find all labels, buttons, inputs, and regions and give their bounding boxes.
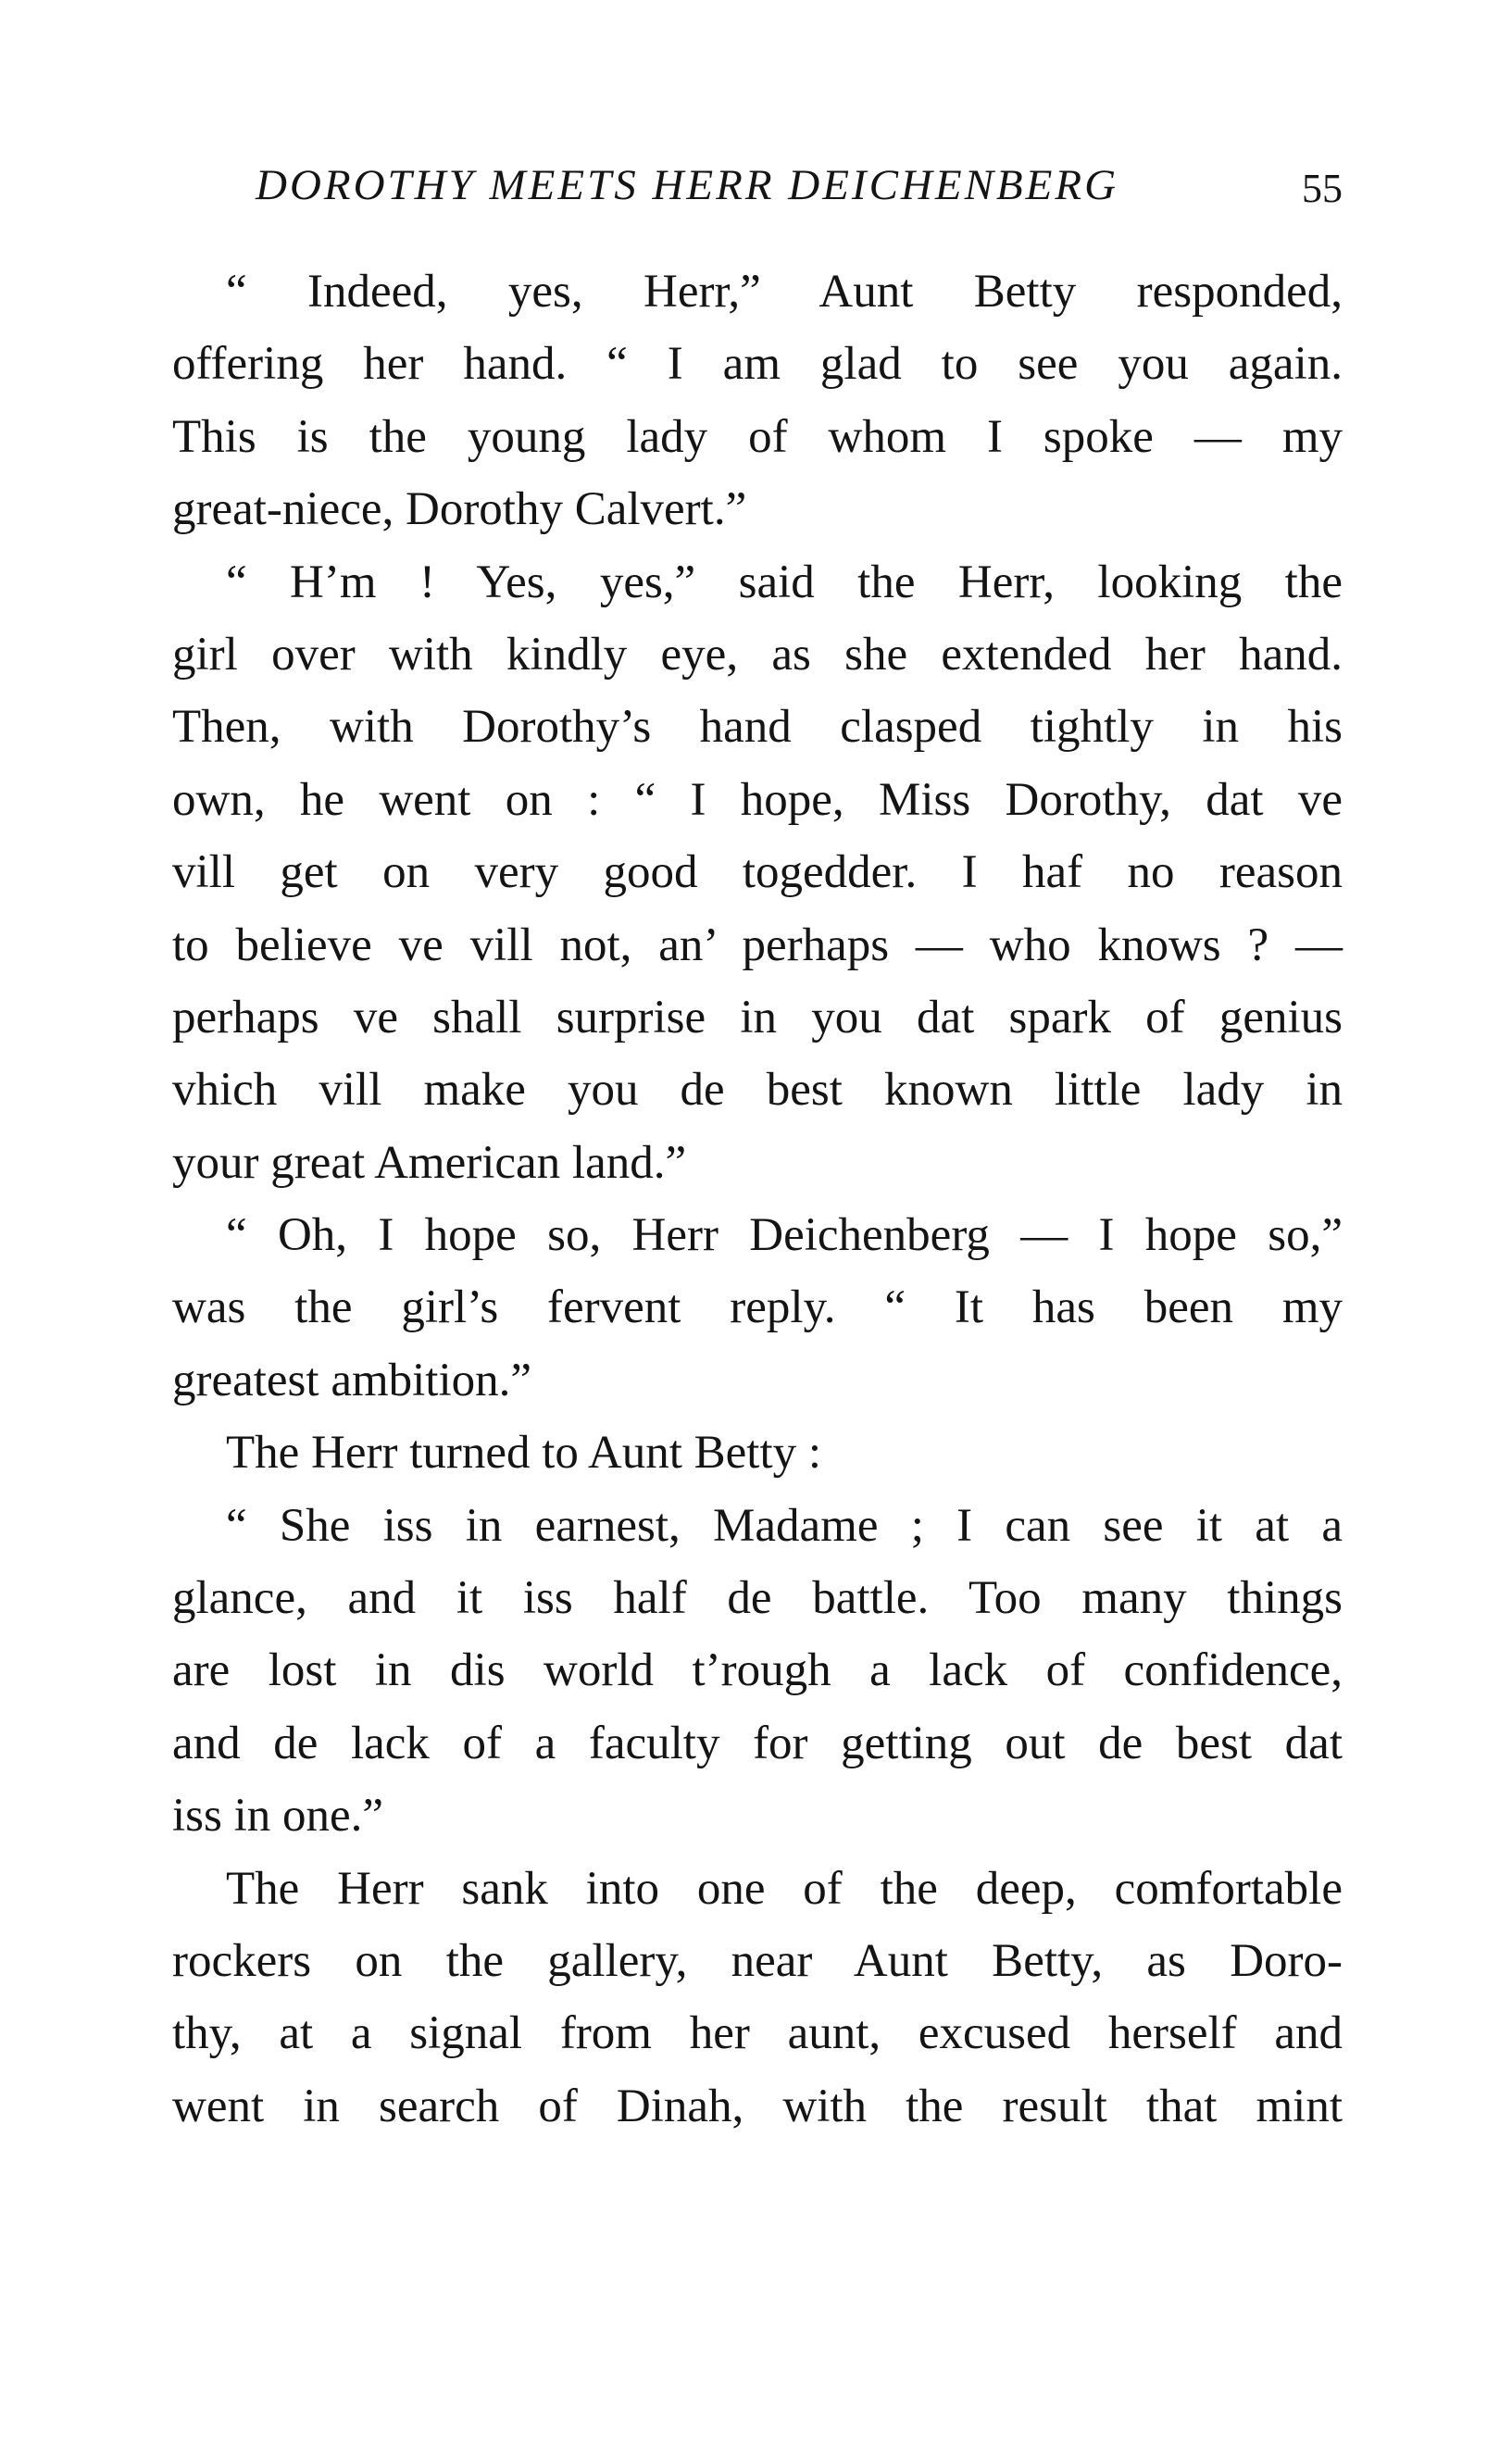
text-line: “ H’m ! Yes, yes,” said the Herr, looking the bbox=[226, 556, 1343, 608]
text-line: This is the young lady of whom I spoke — my bbox=[172, 410, 1343, 463]
running-title: DOROTHY MEETS HERR DEICHENBERG bbox=[256, 161, 1119, 209]
text-line: iss in one.” bbox=[172, 1790, 384, 1843]
text-line: are lost in dis world t’rough a lack of confidence, bbox=[172, 1644, 1343, 1697]
text-line: thy, at a signal from her aunt, excused herself and bbox=[172, 2007, 1343, 2060]
text-line: went in search of Dinah, with the result that mint bbox=[172, 2080, 1343, 2132]
running-head bbox=[172, 157, 1343, 213]
text-line: and de lack of a faculty for getting out de best dat bbox=[172, 1717, 1343, 1769]
text-line: perhaps ve shall surprise in you dat spark of genius bbox=[172, 991, 1343, 1043]
text-line: The Herr turned to Aunt Betty : bbox=[226, 1427, 822, 1480]
text-line: The Herr sank into one of the deep, comfortable bbox=[226, 1862, 1343, 1915]
text-line: greatest ambition.” bbox=[172, 1354, 532, 1406]
text-line: vill get on very good togedder. I haf no reason bbox=[172, 846, 1343, 899]
text-line: “ She iss in earnest, Madame ; I can see it at a bbox=[226, 1499, 1343, 1552]
text-line: to believe ve vill not, an’ perhaps — who knows ? — bbox=[172, 918, 1343, 971]
text-line: “ Indeed, yes, Herr,” Aunt Betty responded, bbox=[226, 266, 1343, 318]
text-line: girl over with kindly eye, as she extended her hand. bbox=[172, 628, 1343, 681]
text-line: your great American land.” bbox=[172, 1136, 687, 1189]
text-line: “ Oh, I hope so, Herr Deichenberg — I hope so,” bbox=[226, 1209, 1343, 1262]
text-line: great-niece, Dorothy Calvert.” bbox=[172, 483, 747, 536]
body-text bbox=[172, 256, 1343, 2143]
text-line: own, he went on : “ I hope, Miss Dorothy, dat ve bbox=[172, 773, 1343, 826]
text-line: vhich vill make you de best known little lady in bbox=[172, 1064, 1343, 1117]
text-line: was the girl’s fervent reply. “ It has been my bbox=[172, 1281, 1343, 1334]
text-line: Then, with Dorothy’s hand clasped tightly in his bbox=[172, 701, 1343, 754]
text-line: offering her hand. “ I am glad to see you again. bbox=[172, 338, 1343, 391]
page-number: 55 bbox=[1302, 166, 1343, 211]
text-line: rockers on the gallery, near Aunt Betty, as Doro- bbox=[172, 1934, 1343, 1987]
text-line: glance, and it iss half de battle. Too many things bbox=[172, 1572, 1343, 1625]
